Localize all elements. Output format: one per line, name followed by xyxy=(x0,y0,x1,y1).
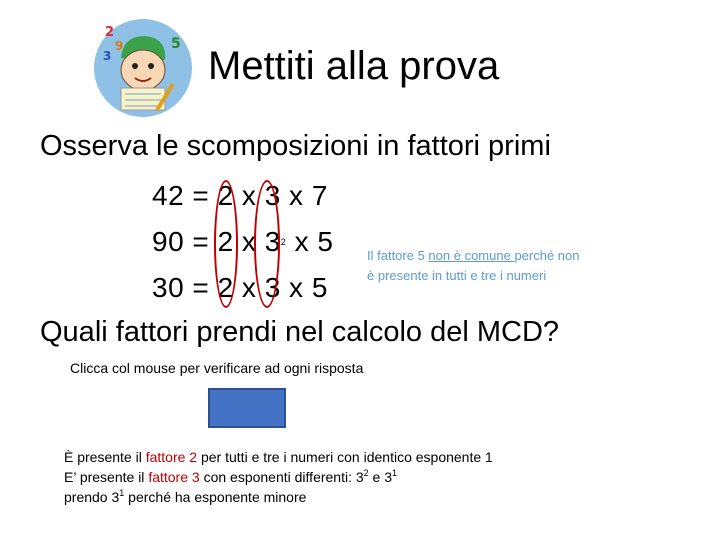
factor-3: 3 xyxy=(264,180,281,211)
equation-lhs: 90 = xyxy=(152,226,218,257)
answer-factor-2: fattore 2 xyxy=(145,449,198,465)
verify-answer-button[interactable] xyxy=(208,388,286,428)
times-sign: x xyxy=(233,226,265,257)
equation-lhs: 30 = xyxy=(152,272,218,303)
exponent: 1 xyxy=(392,468,398,478)
note-text: Il fattore 5 xyxy=(367,248,429,263)
factor-3: 3 xyxy=(264,226,281,257)
answer-text-part: perché ha esponente minore xyxy=(124,489,307,505)
equation-rest: x 7 xyxy=(280,180,328,211)
logo-digit: 5 xyxy=(171,36,181,52)
answer-text-part: con esponenti differenti: 3 xyxy=(199,469,364,485)
cartoon-student-logo xyxy=(93,18,193,118)
note-line-1 xyxy=(367,246,580,266)
logo-digit: 2 xyxy=(105,25,115,40)
equation-90 xyxy=(152,226,333,258)
answer-text-part: prendo 3 xyxy=(64,489,120,505)
page-title: Mettiti alla prova xyxy=(208,44,500,88)
answer-line-2 xyxy=(64,467,580,487)
answer-text-part: È presente il xyxy=(64,449,146,465)
exponent: 2 xyxy=(280,237,287,247)
factor-5-note xyxy=(367,246,580,286)
instruction-text: Clicca col mouse per verificare ad ogni risposta xyxy=(70,360,364,376)
factor-2-highlight-ellipse xyxy=(214,180,238,308)
equation-42 xyxy=(152,180,328,212)
equation-30 xyxy=(152,272,328,304)
equation-lhs: 42 = xyxy=(152,180,218,211)
logo-digit: 9 xyxy=(115,39,124,53)
exponent: 1 xyxy=(119,488,125,498)
note-text: perché non xyxy=(514,248,580,263)
times-sign: x xyxy=(233,272,265,303)
factor-3-highlight-ellipse xyxy=(254,180,280,308)
answer-line-1 xyxy=(64,447,580,467)
times-sign: x xyxy=(233,180,265,211)
factor-2: 2 xyxy=(217,226,234,257)
exponent: 2 xyxy=(363,468,369,478)
factor-2: 2 xyxy=(217,180,234,211)
answer-text xyxy=(64,447,580,507)
answer-text-part: per tutti e tre i numeri con identico esponente 1 xyxy=(197,449,493,465)
answer-text-part: E’ presente il xyxy=(64,469,149,485)
equation-rest: x 5 xyxy=(280,272,328,303)
factor-2: 2 xyxy=(217,272,234,303)
question-text: Quali fattori prendi nel calcolo del MCD? xyxy=(40,316,560,348)
equation-rest: x 5 xyxy=(286,226,334,257)
note-underlined: non è comune xyxy=(428,248,515,263)
logo-digit: 3 xyxy=(103,49,112,63)
intro-text: Osserva le scomposizioni in fattori primi xyxy=(40,130,551,162)
factor-3: 3 xyxy=(264,272,281,303)
answer-factor-3: fattore 3 xyxy=(148,469,200,485)
note-line-2: è presente in tutti e tre i numeri xyxy=(367,268,547,283)
answer-line-3 xyxy=(64,487,580,507)
answer-text-part: e 3 xyxy=(368,469,393,485)
